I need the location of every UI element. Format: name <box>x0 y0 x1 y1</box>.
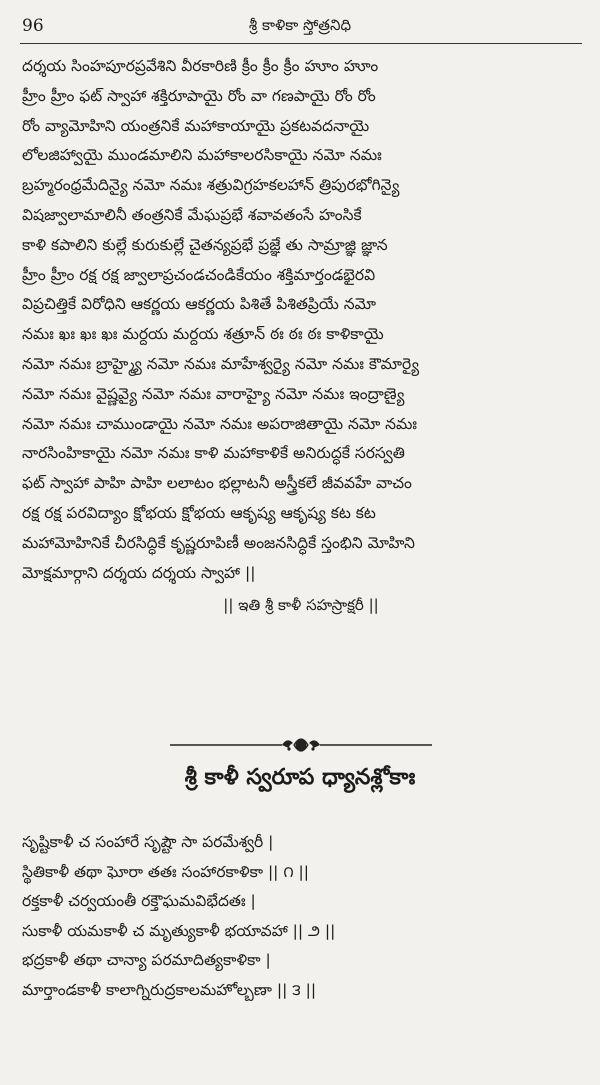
dhyana-verses <box>22 828 580 1006</box>
verse-line: స్థితికాళీ తథా ఘోరా తతః సంహారకాళికా || ౧ || <box>22 862 309 881</box>
verse-line: భద్రకాళీ తథా చాన్యా పరమాదిత్యకాళికా | <box>22 951 271 970</box>
text-line: నమో నమః చాముండాయై నమో నమః అపరాజితాయై నమో నమః <box>22 414 417 433</box>
page-number: 96 <box>22 16 44 36</box>
text-line: హ్రీం హ్రీం రక్ష రక్ష జ్వాలాప్రచండచండికేయం శక్తిమార్తండభైరవి <box>22 265 376 284</box>
text-line: నమో నమః బ్రాహ్మ్యై నమో నమః మాహేశ్వర్యై నమో నమః కౌమార్యై <box>22 354 420 373</box>
section-title: శ్రీ కాళీ స్వరూప ధ్యానశ్లోకాః <box>184 765 416 790</box>
text-line: నారసింహికాయై నమో నమః కాళి మహాకాళికే అనిరుద్ధకే సరస్వతి <box>22 444 405 463</box>
running-title: శ్రీ కాళికా స్తోత్రనిధి <box>248 16 352 34</box>
text-line: విషజ్వాలామాలినీ తంత్రనికే మేఘప్రభే శవావతంసే హంసికే <box>22 205 362 224</box>
colophon: || ఇతి శ్రీ కాళీ సహస్రాక్షరీ || <box>223 596 379 615</box>
text-line: దర్శయ సింహపూరప్రవేశిని వీరకారిణి క్రీం క్రీం క్రీం హూం హూం <box>22 57 379 75</box>
text-line: కాళి కపాలిని కుల్లే కురుకుల్లే చైతన్యప్రభే ప్రజ్ఞే తు సామ్రాజ్ఞి జ్ఞాన <box>22 235 388 254</box>
verse-line: సృష్టికాళీ చ సంహారే సృష్టౌ సా పరమేశ్వరీ | <box>22 833 274 851</box>
text-line: రోం వ్యామోహిని యంత్రనికే మహాకాయాయై ప్రకటవదనాయై <box>22 116 370 135</box>
header-rule <box>20 43 582 44</box>
page-header <box>0 10 600 42</box>
text-line: లోలజిహ్వాయై ముండమాలిని మహాకాలరసికాయై నమో నమః <box>22 146 382 165</box>
text-line: నమో నమః వైష్ణవ్యై నమో నమః వారాహ్యై నమో నమః ఇంద్రాణ్యై <box>22 384 405 403</box>
text-line: బ్రహ్మరంధ్రమేదిన్యై నమో నమః శత్రువిగ్రహకలహాన్ త్రిపురభోగిన్యై <box>22 176 400 195</box>
floral-divider-icon <box>170 734 432 756</box>
text-line: హ్రీం హ్రీం ఫట్ స్వాహా శక్తిరూపాయై రోం వా గణపాయై రోం రోం <box>22 86 376 105</box>
verse-line: సుకాళీ యమకాళీ చ మృత్యుకాళీ భయావహా || ౨ || <box>22 921 336 940</box>
text-line: ఫట్ స్వాహా పాహి పాహి లలాటం భల్లాటనీ అస్త్రీకలే జీవవహే వాచం <box>22 474 412 493</box>
verse-line: రక్తకాళీ చర్వయంతీ రక్తౌఘమవిభేదతః | <box>22 892 256 911</box>
text-line: మోక్షమార్గాని దర్శయ దర్శయ స్వాహా || <box>22 563 256 582</box>
stotra-body <box>22 52 580 620</box>
verse-line: మార్తాండకాళీ కాలాగ్నిరుద్రకాలమహోల్బణా || ౩ || <box>22 980 317 999</box>
text-line: నమః ఖః ఖః ఖః మర్దయ మర్దయ శత్రూన్ ఠః ఠః ఠః కాళికాయై <box>22 325 384 344</box>
text-line: రక్ష రక్ష పరవిద్యాం క్షోభయ క్షోభయ ఆకృష్య ఆకృష్య కట కట <box>22 503 376 522</box>
text-line: మహామోహినికే చీరసిద్ధికే కృష్ణరూపిణీ అంజనసిద్ధికే స్తంభిని మోహిని <box>22 533 415 552</box>
text-line: విప్రచిత్తికే విరోధిని ఆకర్ణయ ఆకర్ణయ పిశితే పిశితప్రియే నమో <box>22 295 377 314</box>
